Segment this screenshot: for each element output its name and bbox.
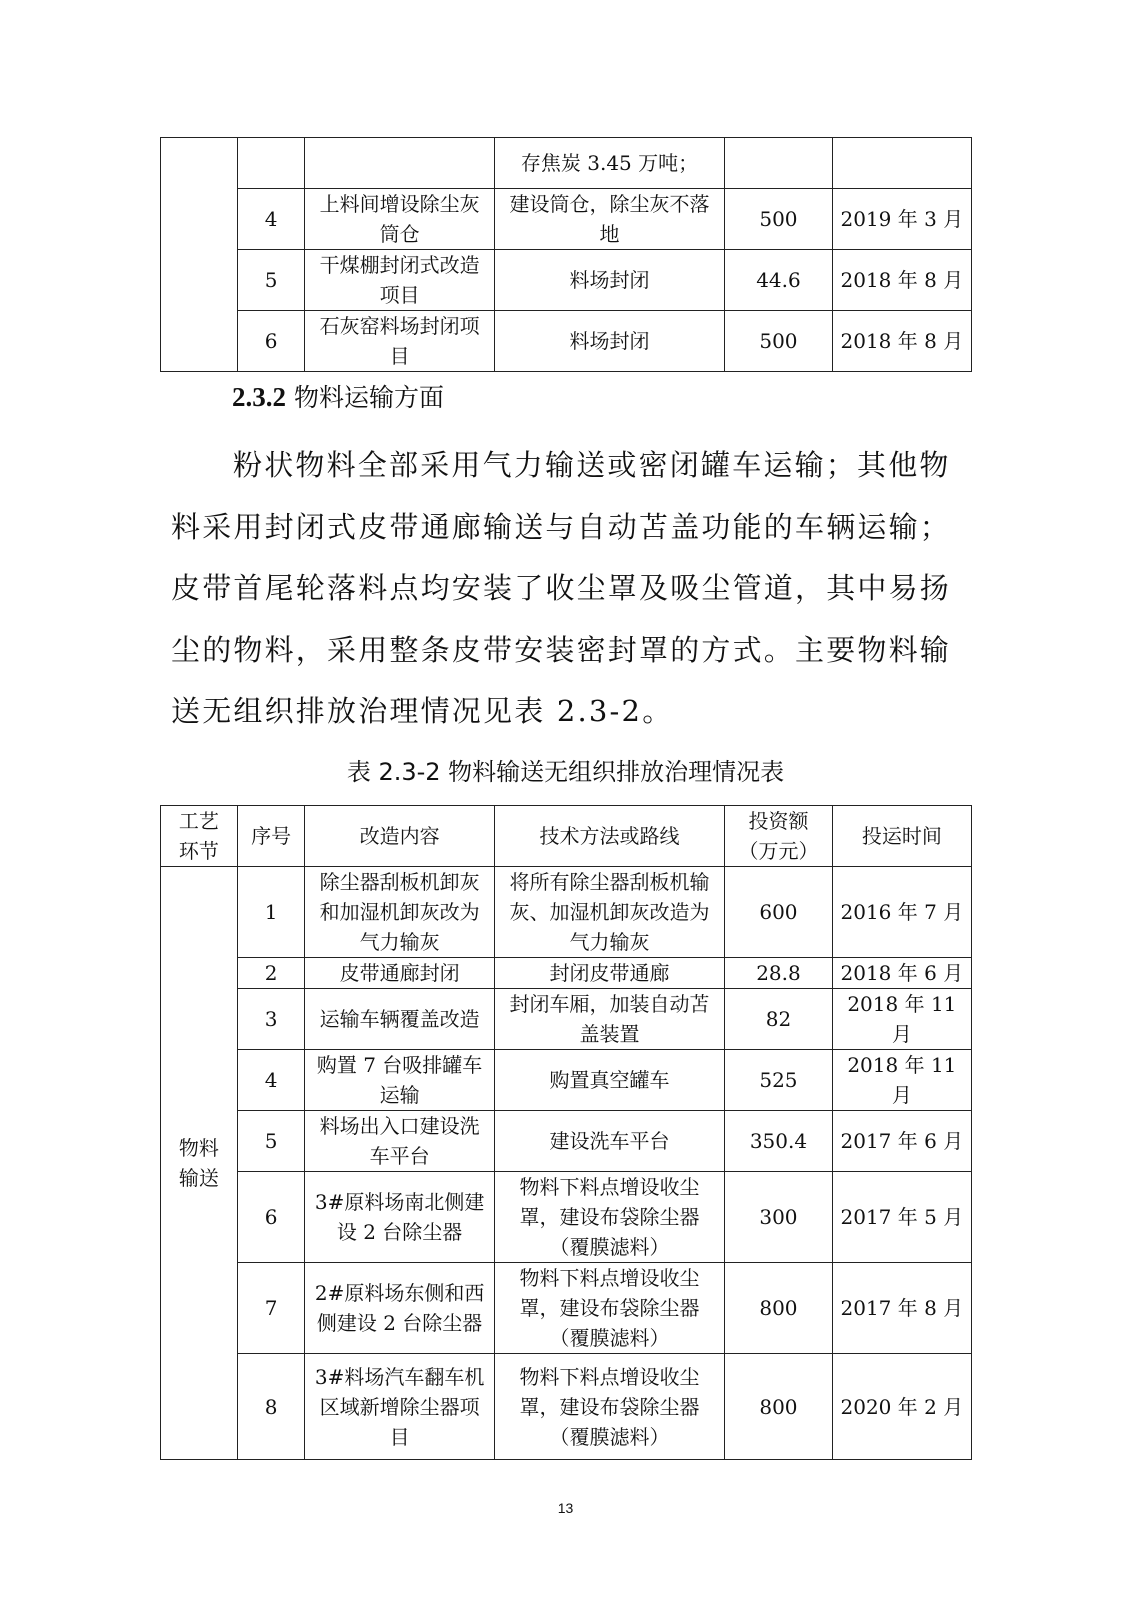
- section-title: 物料运输方面: [293, 383, 444, 412]
- process-cell: 物料输送: [161, 867, 238, 1460]
- page-number: 13: [557, 1500, 574, 1516]
- table-row: 5 干煤棚封闭式改造项目 料场封闭 44.6 2018 年 8 月: [161, 250, 972, 311]
- table-header-row: [161, 806, 972, 867]
- table-row: 5 料场出入口建设洗车平台 建设洗车平台 350.4 2017 年 6 月: [161, 1111, 972, 1172]
- table-row: 2 皮带通廊封闭 封闭皮带通廊 28.8 2018 年 6 月: [161, 958, 972, 989]
- header-method: 技术方法或路线: [494, 806, 724, 867]
- header-amount: 投资额（万元）: [725, 806, 833, 867]
- body-paragraph: 粉状物料全部采用气力输送或密闭罐车运输；其他物料采用封闭式皮带通廊输送与自动苫盖功能的车辆运输；皮带首尾轮落料点均安装了收尘罩及吸尘管道，其中易扬尘的物料，采用整条皮带安装密封罩的方式。主要物料输送无组织排放治理情况见表 2.3-2。: [171, 448, 952, 728]
- header-content: 改造内容: [305, 806, 494, 867]
- table-row: 6 3#原料场南北侧建设 2 台除尘器 物料下料点增设收尘罩，建设布袋除尘器（覆膜滤料） 300 2017 年 5 月: [161, 1172, 972, 1263]
- process-cell: [161, 138, 238, 372]
- continued-table: [160, 137, 972, 372]
- header-process: 工艺环节: [161, 806, 238, 867]
- section-heading: [232, 378, 444, 414]
- table-row: 7 2#原料场东侧和西侧建设 2 台除尘器 物料下料点增设收尘罩，建设布袋除尘器（覆膜滤料） 800 2017 年 8 月: [161, 1263, 972, 1354]
- table-row: 存焦炭 3.45 万吨；: [161, 138, 972, 189]
- section-number: 2.3.2: [232, 382, 286, 412]
- material-transport-table: [160, 805, 972, 1460]
- header-no: 序号: [237, 806, 305, 867]
- table-row: 6 石灰窑料场封闭项目 料场封闭 500 2018 年 8 月: [161, 311, 972, 372]
- table-row: 4 购置 7 台吸排罐车运输 购置真空罐车 525 2018 年 11 月: [161, 1050, 972, 1111]
- table-row: 物料输送 1 除尘器刮板机卸灰和加湿机卸灰改为气力输灰 将所有除尘器刮板机输灰、加湿机卸灰改造为气力输灰 600 2016 年 7 月: [161, 867, 972, 958]
- table-row: 8 3#料场汽车翻车机区域新增除尘器项目 物料下料点增设收尘罩，建设布袋除尘器（覆膜滤料） 800 2020 年 2 月: [161, 1354, 972, 1460]
- table-caption: 表 2.3-2 物料输送无组织排放治理情况表: [346, 758, 785, 786]
- table-row: 3 运输车辆覆盖改造 封闭车厢，加装自动苫盖装置 82 2018 年 11 月: [161, 989, 972, 1050]
- header-date: 投运时间: [832, 806, 971, 867]
- table-row: 4 上料间增设除尘灰筒仓 建设筒仓，除尘灰不落地 500 2019 年 3 月: [161, 189, 972, 250]
